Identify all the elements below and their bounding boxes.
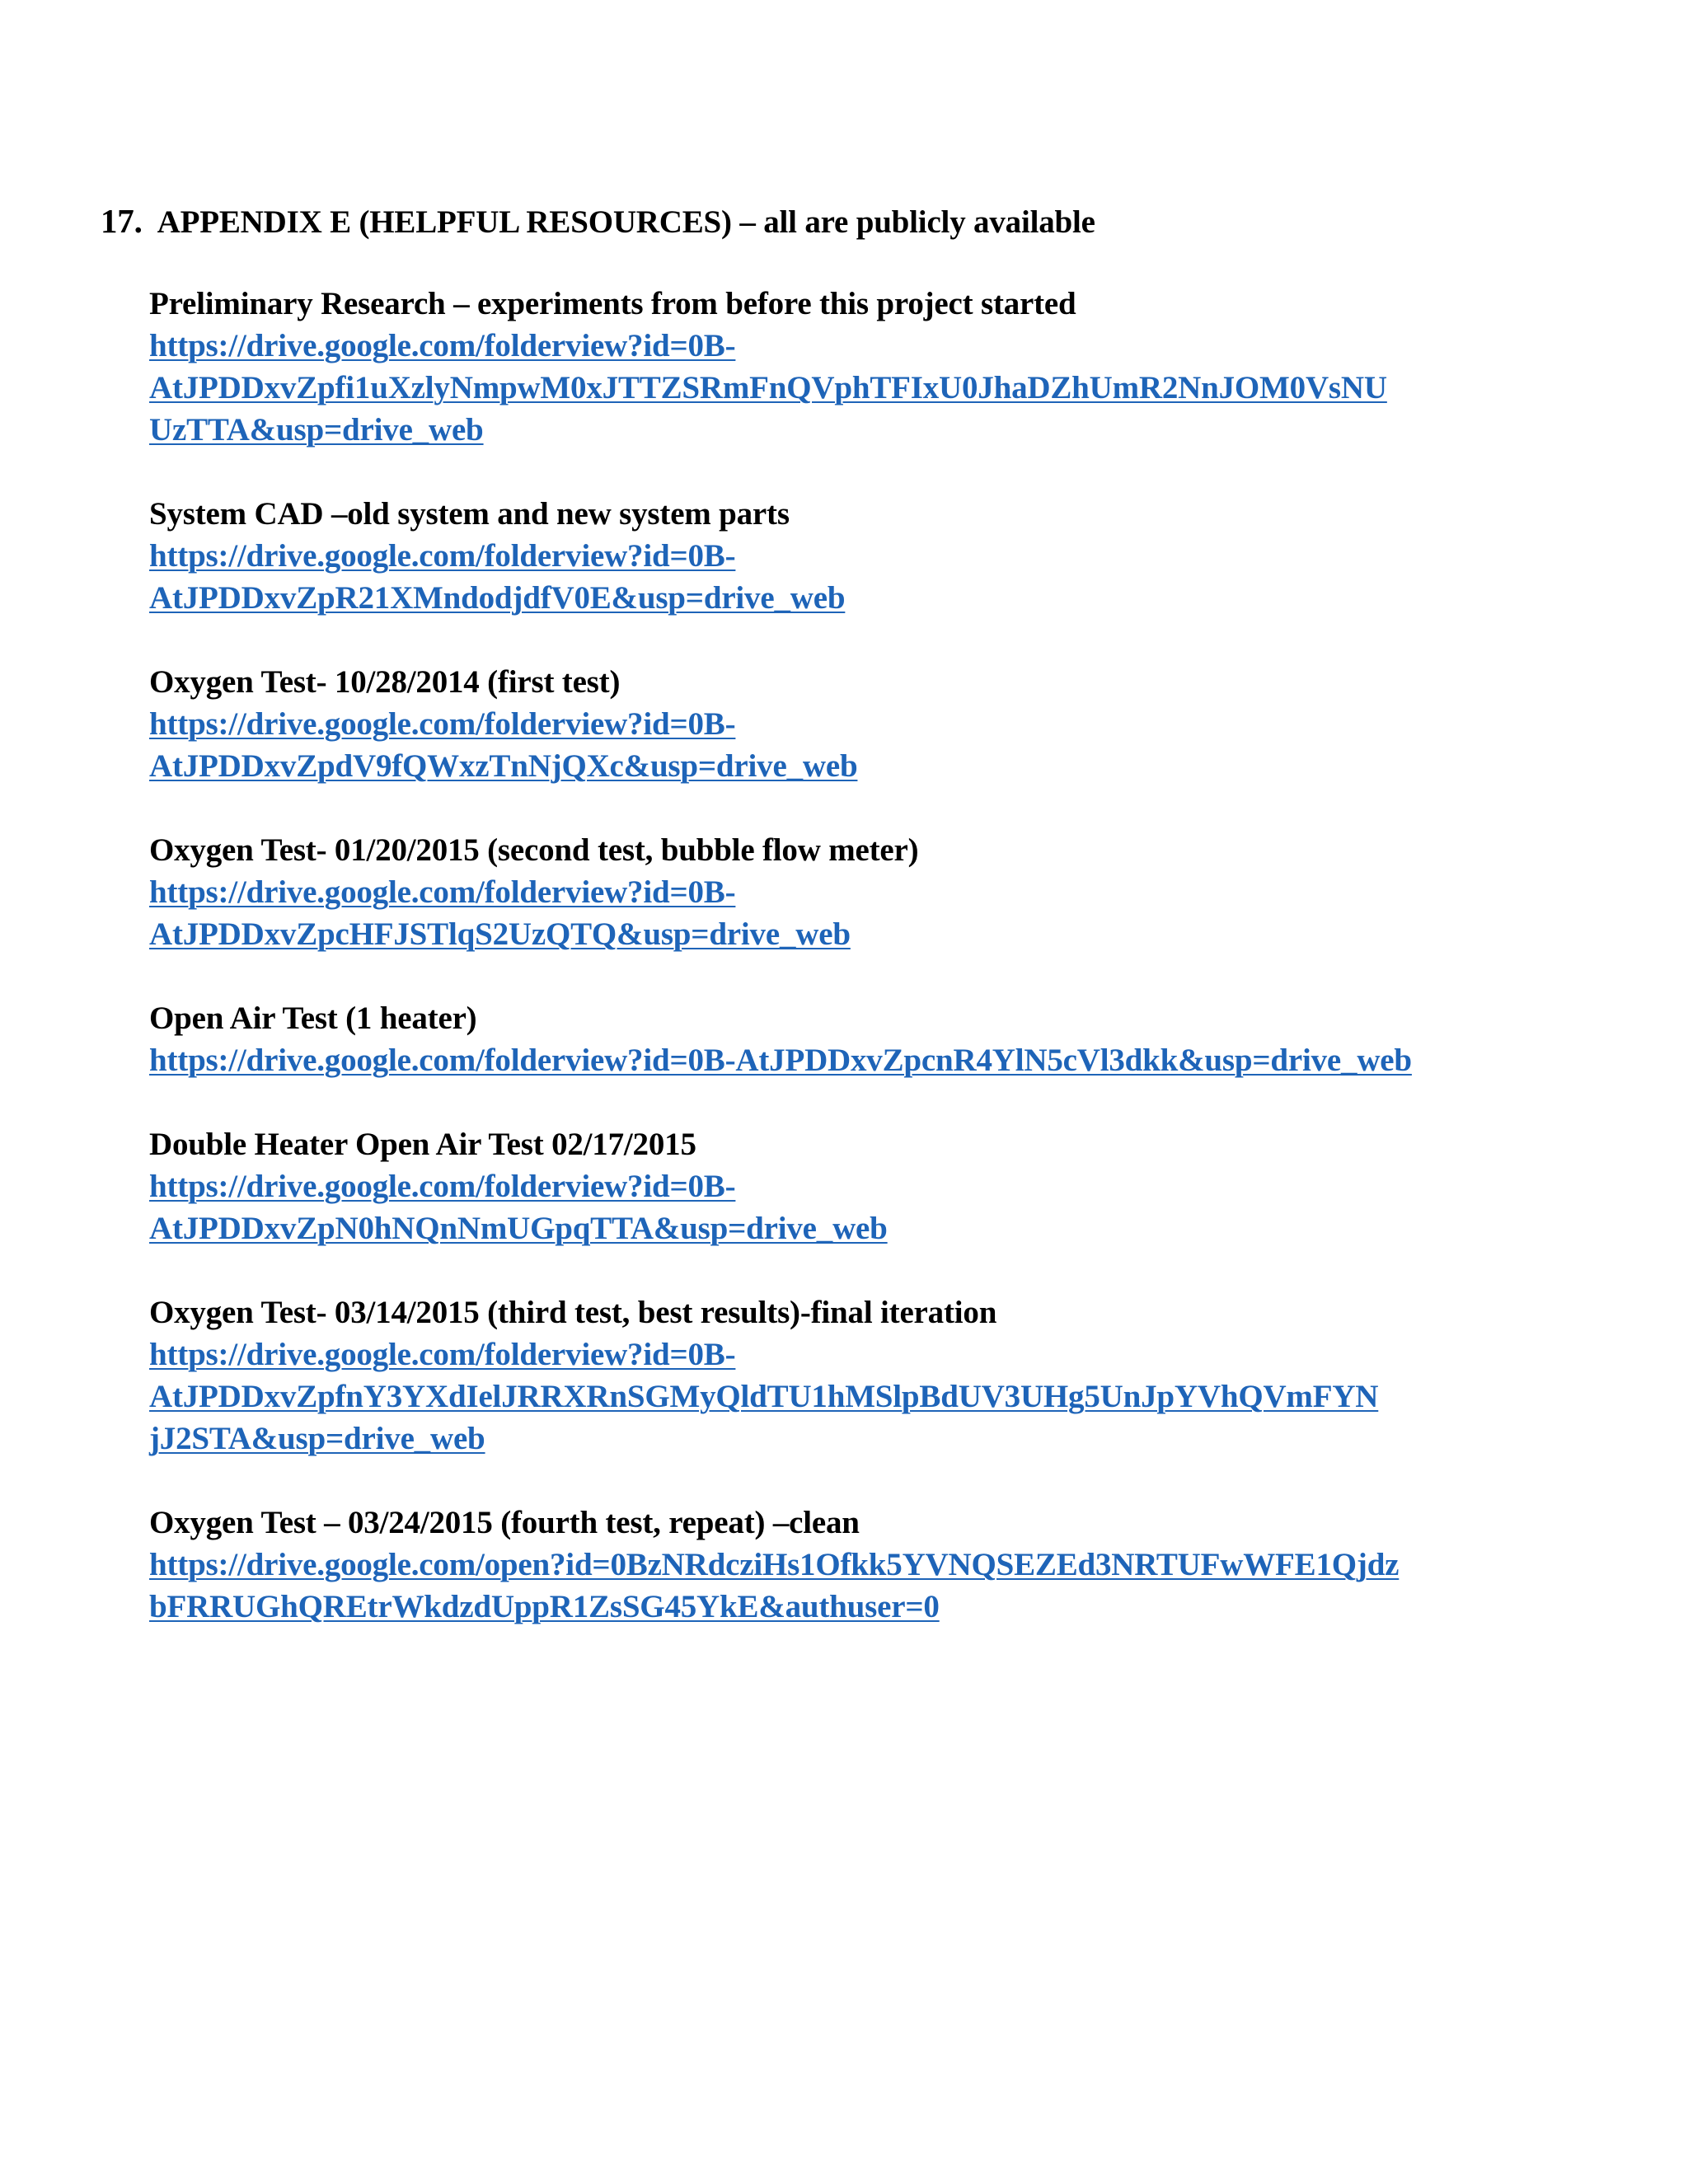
section-number: 17.: [101, 202, 143, 240]
link-line: bFRRUGhQREtrWkdzdUppR1ZsSG45YkE&authuser=0: [149, 1589, 940, 1624]
resource-title: Double Heater Open Air Test 02/17/2015: [149, 1127, 696, 1162]
section-title: APPENDIX E (HELPFUL RESOURCES) – all are publicly available: [157, 204, 1095, 240]
resource-title: Oxygen Test- 03/14/2015 (third test, best results)-final iteration: [149, 1295, 997, 1330]
resource-title: Oxygen Test- 10/28/2014 (first test): [149, 664, 621, 700]
link-line: jJ2STA&usp=drive_web: [149, 1421, 485, 1456]
resource-item: [149, 1502, 1542, 1628]
resource-link[interactable]: [149, 1333, 1542, 1460]
link-line: https://drive.google.com/folderview?id=0B-AtJPDDxvZpcnR4YlN5cVl3dkk&usp=drive_web: [149, 1043, 1412, 1078]
link-line: AtJPDDxvZpdV9fQWxzTnNjQXc&usp=drive_web: [149, 748, 858, 784]
link-line: UzTTA&usp=drive_web: [149, 412, 484, 448]
resource-item: [149, 1123, 1542, 1249]
resource-link[interactable]: [149, 871, 1542, 955]
resource-link[interactable]: [149, 1165, 1542, 1249]
resource-link[interactable]: [149, 535, 1542, 619]
resource-item: [149, 283, 1542, 451]
link-line: https://drive.google.com/folderview?id=0B-: [149, 1169, 736, 1204]
resource-link[interactable]: [149, 703, 1542, 787]
link-line: https://drive.google.com/folderview?id=0B-: [149, 538, 736, 574]
link-line: https://drive.google.com/open?id=0BzNRdcziHs1Ofkk5YVNQSEZEd3NRTUFwWFE1Qjdz: [149, 1547, 1400, 1582]
link-line: AtJPDDxvZpN0hNQnNmUGpqTTA&usp=drive_web: [149, 1211, 888, 1246]
resource-item: [149, 661, 1542, 787]
resource-item: [149, 1291, 1542, 1460]
section-heading: [101, 198, 1095, 246]
resource-list: [149, 283, 1542, 1670]
resource-title: Oxygen Test – 03/24/2015 (fourth test, repeat) –clean: [149, 1505, 860, 1540]
link-line: AtJPDDxvZpcHFJSTlqS2UzQTQ&usp=drive_web: [149, 916, 851, 952]
resource-item: [149, 493, 1542, 619]
resource-title: Open Air Test (1 heater): [149, 1001, 477, 1036]
resource-link[interactable]: [149, 1039, 1542, 1081]
link-line: AtJPDDxvZpfnY3YXdIelJRRXRnSGMyQldTU1hMSlpBdUV3UHg5UnJpYVhQVmFYN: [149, 1379, 1379, 1414]
link-line: https://drive.google.com/folderview?id=0B-: [149, 874, 736, 910]
resource-link[interactable]: [149, 1544, 1542, 1628]
resource-item: [149, 997, 1542, 1081]
link-line: https://drive.google.com/folderview?id=0B-: [149, 706, 736, 742]
resource-link[interactable]: [149, 325, 1542, 451]
resource-title: Oxygen Test- 01/20/2015 (second test, bubble flow meter): [149, 832, 919, 868]
link-line: https://drive.google.com/folderview?id=0B-: [149, 328, 736, 363]
link-line: AtJPDDxvZpfi1uXzlyNmpwM0xJTTZSRmFnQVphTFIxU0JhaDZhUmR2NnJOM0VsNU: [149, 370, 1387, 405]
resource-item: [149, 829, 1542, 955]
link-line: AtJPDDxvZpR21XMndodjdfV0E&usp=drive_web: [149, 580, 846, 616]
resource-title: Preliminary Research – experiments from before this project started: [149, 286, 1076, 321]
link-line: https://drive.google.com/folderview?id=0B-: [149, 1337, 736, 1372]
resource-title: System CAD –old system and new system parts: [149, 496, 790, 532]
